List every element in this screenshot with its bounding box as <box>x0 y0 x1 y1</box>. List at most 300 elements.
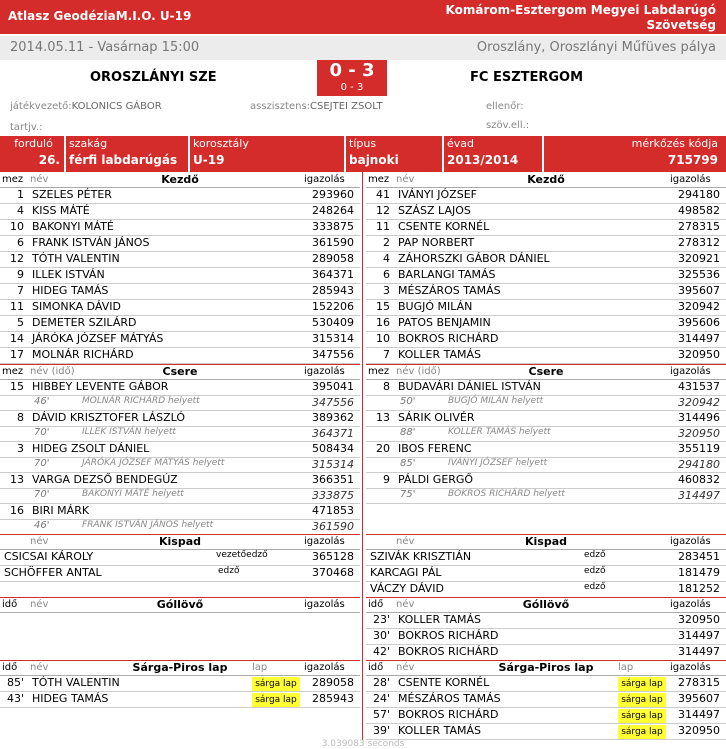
sub-detail <box>366 396 726 411</box>
player-name: VARGA DEZSŐ BENDEGÚZ <box>32 473 178 486</box>
shirt-number: 5 <box>17 316 24 329</box>
player-id: 395607 <box>678 284 720 297</box>
scorer-id: 314497 <box>678 645 720 658</box>
goal-time: 30' <box>372 629 390 642</box>
staff-id: 365128 <box>312 550 354 563</box>
shirt-number: 13 <box>10 473 24 486</box>
shirt-number: 4 <box>17 204 24 217</box>
officials-panel <box>0 98 726 136</box>
player-id: 431537 <box>678 380 720 393</box>
section-title: Csere <box>162 365 198 378</box>
replaced-player: JÁRÓKA JÓZSEF MÁTYÁS helyett <box>82 458 225 468</box>
player-row <box>366 268 726 284</box>
card-player-id: 278315 <box>678 676 720 689</box>
player-name: HIDEG TAMÁS <box>32 284 109 297</box>
sub-time: 70' <box>34 427 50 438</box>
section-header <box>0 173 360 188</box>
card-player: CSENTE KORNÉL <box>398 676 490 689</box>
player-id: 361590 <box>312 236 354 249</box>
col-id-label: igazolás <box>670 599 711 610</box>
card-row <box>366 692 726 708</box>
staff-id: 283451 <box>678 550 720 563</box>
home-goals <box>0 597 360 613</box>
shirt-number: 11 <box>376 220 390 233</box>
away-bench <box>366 534 726 598</box>
card-player: BOKROS RICHÁRD <box>398 708 499 721</box>
player-name: TÓTH VALENTIN <box>32 252 120 265</box>
staff-name: CSICSAI KÁROLY <box>4 550 94 563</box>
date-venue-bar <box>0 36 726 60</box>
player-name: BIRI MÁRK <box>32 504 90 517</box>
scorer-id: 320950 <box>678 613 720 626</box>
replaced-id: 314497 <box>678 489 720 502</box>
competition-title: Atlasz GeodéziaM.I.O. U-19 <box>8 9 192 23</box>
replaced-player: BAKONYI MÁTÉ helyett <box>82 489 184 499</box>
section-title: Kispad <box>158 535 201 548</box>
player-name: DEMETER SZILÁRD <box>32 316 137 329</box>
replaced-id: 315314 <box>312 458 354 471</box>
shirt-number: 8 <box>17 411 24 424</box>
section-title: Góllövő <box>522 598 570 611</box>
col-a-label: mez <box>368 366 390 377</box>
card-player: HIDEG TAMÁS <box>32 692 109 705</box>
section-title: Góllövő <box>156 598 204 611</box>
shirt-number: 6 <box>17 236 24 249</box>
match-date: 2014.05.11 - Vasárnap 15:00 <box>10 40 200 55</box>
player-id: 366351 <box>312 473 354 486</box>
replaced-player: IVÁNYI JÓZSEF helyett <box>448 458 548 468</box>
sub-row <box>366 473 726 489</box>
player-id: 315314 <box>312 332 354 345</box>
goal-row <box>366 613 726 629</box>
home-bench <box>0 534 360 582</box>
replaced-player: FRANK ISTVÁN JÁNOS helyett <box>82 520 214 530</box>
info-cell-1 <box>64 136 188 172</box>
card-player-id: 395607 <box>678 692 720 705</box>
match-venue: Oroszlány, Oroszlányi Műfüves pálya <box>476 40 716 55</box>
shirt-number: 9 <box>17 268 24 281</box>
sub-detail <box>366 427 726 442</box>
col-b-label: név (idő) <box>30 366 75 377</box>
player-name: SÁRIK OLIVÉR <box>398 411 475 424</box>
bench-row <box>366 566 726 582</box>
player-id: 278312 <box>678 236 720 249</box>
player-id: 320950 <box>678 348 720 361</box>
shirt-number: 6 <box>383 268 390 281</box>
szovell: szöv.ell.: <box>486 120 530 131</box>
replaced-player: MOLNÁR RICHÁRD helyett <box>82 396 200 406</box>
player-name: SZÁSZ LAJOS <box>398 204 471 217</box>
section-header <box>366 661 726 676</box>
section-title: Kezdő <box>161 173 199 186</box>
player-id: 294180 <box>678 188 720 201</box>
shirt-number: 16 <box>376 316 390 329</box>
col-b-label: név (idő) <box>396 366 441 377</box>
away-goals <box>366 597 726 661</box>
col-b-label: név <box>396 662 415 673</box>
shirt-number: 15 <box>10 380 24 393</box>
replaced-id: 294180 <box>678 458 720 471</box>
player-name: CSENTE KORNÉL <box>398 220 490 233</box>
player-name: PATOS BENJAMIN <box>398 316 491 329</box>
player-name: KOLLER TAMÁS <box>398 348 482 361</box>
section-header <box>0 365 360 380</box>
shirt-number: 12 <box>10 252 24 265</box>
staff-id: 181252 <box>678 582 720 595</box>
player-row <box>366 332 726 348</box>
info-cell-3 <box>344 136 442 172</box>
player-name: BUGJÓ MILÁN <box>398 300 473 313</box>
player-id: 347556 <box>312 348 354 361</box>
yellow-card-badge: sárga lap <box>618 693 666 707</box>
col-b-label: név <box>30 174 49 185</box>
col-b-label: név <box>396 536 415 547</box>
player-row <box>366 252 726 268</box>
shirt-number: 7 <box>17 284 24 297</box>
player-id: 320921 <box>678 252 720 265</box>
player-id: 389362 <box>312 411 354 424</box>
col-b-label: név <box>30 662 49 673</box>
player-id: 248264 <box>312 204 354 217</box>
federation-name <box>446 3 716 33</box>
player-id: 289058 <box>312 252 354 265</box>
card-time: 28' <box>372 676 390 689</box>
tartjv: tartjv.: <box>10 122 43 133</box>
replaced-player: BOKROS RICHÁRD helyett <box>448 489 565 499</box>
card-time: 57' <box>372 708 390 721</box>
home-starters <box>0 173 360 364</box>
player-row <box>0 348 360 364</box>
yellow-card-badge: sárga lap <box>618 725 666 739</box>
card-row <box>0 692 360 708</box>
scorer-name: BOKROS RICHÁRD <box>398 645 499 658</box>
player-id: 530409 <box>312 316 354 329</box>
player-row <box>366 300 726 316</box>
col-a-label: mez <box>2 366 24 377</box>
sub-detail <box>366 489 726 504</box>
section-header <box>366 173 726 188</box>
bench-row <box>0 566 360 582</box>
section-header <box>366 535 726 550</box>
sub-row <box>366 380 726 396</box>
replaced-player: BUGJÓ MILÁN helyett <box>448 396 544 406</box>
staff-role: edző <box>584 582 606 592</box>
info-label: típus <box>349 137 377 150</box>
card-player-id: 285943 <box>312 692 354 705</box>
player-id: 498582 <box>678 204 720 217</box>
home-cards <box>0 660 360 708</box>
player-name: PÁLDI GERGŐ <box>398 473 474 486</box>
scorer-name: BOKROS RICHÁRD <box>398 629 499 642</box>
info-value: U-19 <box>193 153 225 167</box>
info-value: bajnoki <box>349 153 399 167</box>
shirt-number: 4 <box>383 252 390 265</box>
info-value: 715799 <box>667 153 718 167</box>
player-name: MOLNÁR RICHÁRD <box>32 348 134 361</box>
replaced-id: 347556 <box>312 396 354 409</box>
staff-role: edző <box>218 566 240 576</box>
goal-time: 42' <box>372 645 390 658</box>
player-id: 325536 <box>678 268 720 281</box>
player-name: BOKROS RICHÁRD <box>398 332 499 345</box>
replaced-player: KOLLER TAMÁS helyett <box>448 427 551 437</box>
player-name: BARLANGI TAMÁS <box>398 268 496 281</box>
col-a-label: idő <box>2 599 18 610</box>
player-name: JÁRÓKA JÓZSEF MÁTYÁS <box>32 332 164 345</box>
player-row <box>0 316 360 332</box>
card-time: 85' <box>6 676 24 689</box>
staff-id: 370468 <box>312 566 354 579</box>
col-b-label: név <box>30 536 49 547</box>
player-id: 395606 <box>678 316 720 329</box>
sub-row <box>0 504 360 520</box>
match-info-bar <box>0 136 726 172</box>
column-divider <box>362 172 363 740</box>
col-b-label: név <box>30 599 49 610</box>
section-header <box>366 598 726 613</box>
player-row <box>366 188 726 204</box>
away-cards <box>366 660 726 740</box>
col-a-label: mez <box>368 174 390 185</box>
col-id-label: igazolás <box>670 536 711 547</box>
away-subs <box>366 364 726 504</box>
card-player: MÉSZÁROS TAMÁS <box>398 692 501 705</box>
score-box <box>317 60 387 96</box>
shirt-number: 15 <box>376 300 390 313</box>
card-time: 43' <box>6 692 24 705</box>
sub-detail <box>0 427 360 442</box>
player-row <box>0 236 360 252</box>
replaced-player: ILLEK ISTVÁN helyett <box>82 427 176 437</box>
col-a-label: mez <box>2 174 24 185</box>
card-player-id: 320950 <box>678 724 720 737</box>
shirt-number: 17 <box>10 348 24 361</box>
col-id-label: igazolás <box>304 366 345 377</box>
info-cell-4 <box>442 136 542 172</box>
player-row <box>0 300 360 316</box>
player-row <box>0 220 360 236</box>
federation-line2: Szövetség <box>646 18 716 32</box>
info-label: mérkőzés kódja <box>631 137 718 150</box>
col-id-label: igazolás <box>670 174 711 185</box>
bench-row <box>0 550 360 566</box>
col-a-label: idő <box>368 662 384 673</box>
footer-timing: 3.039083 seconds <box>321 739 405 749</box>
shirt-number: 2 <box>383 236 390 249</box>
card-player-id: 314497 <box>678 708 720 721</box>
player-name: KISS MÁTÉ <box>32 204 90 217</box>
col-a-label: idő <box>2 662 18 673</box>
player-id: 364371 <box>312 268 354 281</box>
inspector: ellenőr: <box>486 101 524 112</box>
info-value: 2013/2014 <box>447 153 519 167</box>
player-name: PAP NORBERT <box>398 236 475 249</box>
info-cell-5 <box>542 136 726 172</box>
staff-role: edző <box>584 566 606 576</box>
player-id: 460832 <box>678 473 720 486</box>
sub-row <box>0 380 360 396</box>
staff-name: SZIVÁK KRISZTIÁN <box>370 550 472 563</box>
bench-row <box>366 582 726 598</box>
halftime-score: 0 - 3 <box>340 82 364 93</box>
sub-row <box>0 442 360 458</box>
goal-row <box>366 629 726 645</box>
player-row <box>0 268 360 284</box>
section-header <box>0 535 360 550</box>
shirt-number: 10 <box>10 220 24 233</box>
staff-role: edző <box>584 550 606 560</box>
player-name: MÉSZÁROS TAMÁS <box>398 284 501 297</box>
card-row <box>0 676 360 692</box>
player-row <box>366 284 726 300</box>
home-team: OROSZLÁNYI SZE <box>90 70 217 85</box>
card-col-label: lap <box>618 662 634 673</box>
card-player-id: 289058 <box>312 676 354 689</box>
card-row <box>366 724 726 740</box>
player-row <box>366 348 726 364</box>
card-time: 39' <box>372 724 390 737</box>
section-header <box>0 661 360 676</box>
col-id-label: igazolás <box>670 662 711 673</box>
card-player: TÓTH VALENTIN <box>32 676 120 689</box>
yellow-card-badge: sárga lap <box>252 677 300 691</box>
replaced-id: 364371 <box>312 427 354 440</box>
staff-name: KARCAGI PÁL <box>370 566 442 579</box>
shirt-number: 3 <box>383 284 390 297</box>
sub-time: 70' <box>34 458 50 469</box>
player-row <box>366 316 726 332</box>
scorer-name: KOLLER TAMÁS <box>398 613 482 626</box>
replaced-id: 320942 <box>678 396 720 409</box>
final-score: 0 - 3 <box>329 60 375 81</box>
player-name: SIMONKA DÁVID <box>32 300 121 313</box>
player-id: 355119 <box>678 442 720 455</box>
player-name: HIBBEY LEVENTE GÁBOR <box>32 380 169 393</box>
card-row <box>366 708 726 724</box>
section-header <box>0 598 360 613</box>
bench-row <box>366 550 726 566</box>
yellow-card-badge: sárga lap <box>252 693 300 707</box>
col-a-label: idő <box>368 599 384 610</box>
player-name: ILLEK ISTVÁN <box>32 268 105 281</box>
col-id-label: igazolás <box>304 599 345 610</box>
sub-detail <box>0 520 360 535</box>
sub-time: 75' <box>400 489 416 500</box>
player-row <box>366 220 726 236</box>
player-id: 278315 <box>678 220 720 233</box>
section-title: Sárga-Piros lap <box>498 661 594 674</box>
player-id: 152206 <box>312 300 354 313</box>
card-row <box>366 676 726 692</box>
shirt-number: 20 <box>376 442 390 455</box>
player-row <box>366 204 726 220</box>
info-cell-2 <box>188 136 344 172</box>
info-label: korosztály <box>193 137 249 150</box>
yellow-card-badge: sárga lap <box>618 709 666 723</box>
shirt-number: 12 <box>376 204 390 217</box>
shirt-number: 7 <box>383 348 390 361</box>
shirt-number: 9 <box>383 473 390 486</box>
player-name: BAKONYI MÁTÉ <box>32 220 114 233</box>
player-id: 508434 <box>312 442 354 455</box>
replaced-id: 361590 <box>312 520 354 533</box>
section-title: Kezdő <box>527 173 565 186</box>
home-subs <box>0 364 360 535</box>
player-id: 314496 <box>678 411 720 424</box>
player-name: FRANK ISTVÁN JÁNOS <box>32 236 150 249</box>
away-starters <box>366 173 726 364</box>
info-value: 26. <box>38 153 60 167</box>
sub-time: 50' <box>400 396 416 407</box>
sub-time: 70' <box>34 489 50 500</box>
shirt-number: 3 <box>17 442 24 455</box>
shirt-number: 8 <box>383 380 390 393</box>
section-header <box>366 365 726 380</box>
away-team: FC ESZTERGOM <box>470 70 584 85</box>
player-id: 395041 <box>312 380 354 393</box>
player-row <box>0 188 360 204</box>
section-title: Csere <box>528 365 564 378</box>
player-id: 320942 <box>678 300 720 313</box>
card-col-label: lap <box>252 662 268 673</box>
player-name: IBOS FERENC <box>398 442 472 455</box>
sub-row <box>366 411 726 427</box>
info-label: szakág <box>69 137 108 150</box>
shirt-number: 10 <box>376 332 390 345</box>
sub-time: 46' <box>34 396 50 407</box>
sub-time: 46' <box>34 520 50 531</box>
sub-row <box>366 442 726 458</box>
player-row <box>366 236 726 252</box>
replaced-id: 320950 <box>678 427 720 440</box>
sub-detail <box>0 458 360 473</box>
staff-name: SCHÖFFER ANTAL <box>4 566 102 579</box>
sub-detail <box>0 489 360 504</box>
staff-role: vezetőedző <box>216 550 268 560</box>
info-label: évad <box>447 137 475 150</box>
col-id-label: igazolás <box>304 174 345 185</box>
top-header <box>0 0 726 34</box>
player-id: 293960 <box>312 188 354 201</box>
goal-time: 23' <box>372 613 390 626</box>
card-player: KOLLER TAMÁS <box>398 724 482 737</box>
player-id: 471853 <box>312 504 354 517</box>
sub-time: 88' <box>400 427 416 438</box>
player-name: IVÁNYI JÓZSEF <box>398 188 477 201</box>
player-name: HIDEG ZSOLT DÁNIEL <box>32 442 150 455</box>
shirt-number: 13 <box>376 411 390 424</box>
section-title: Sárga-Piros lap <box>132 661 228 674</box>
shirt-number: 1 <box>17 188 24 201</box>
col-id-label: igazolás <box>670 366 711 377</box>
player-name: BUDAVÁRI DÁNIEL ISTVÁN <box>398 380 541 393</box>
sub-time: 85' <box>400 458 416 469</box>
staff-name: VÁCZY DÁVID <box>370 582 444 595</box>
assistant: asszisztens:CSEJTEI ZSOLT <box>250 101 383 112</box>
player-name: SZELES PÉTER <box>32 188 112 201</box>
staff-id: 181479 <box>678 566 720 579</box>
sub-detail <box>0 396 360 411</box>
yellow-card-badge: sárga lap <box>618 677 666 691</box>
info-cell-0 <box>0 136 64 172</box>
federation-line1: Komárom-Esztergom Megyei Labdarúgó <box>445 3 716 17</box>
shirt-number: 41 <box>376 188 390 201</box>
sub-row <box>0 411 360 427</box>
col-b-label: név <box>396 599 415 610</box>
player-row <box>0 284 360 300</box>
scorer-id: 314497 <box>678 629 720 642</box>
col-b-label: név <box>396 174 415 185</box>
